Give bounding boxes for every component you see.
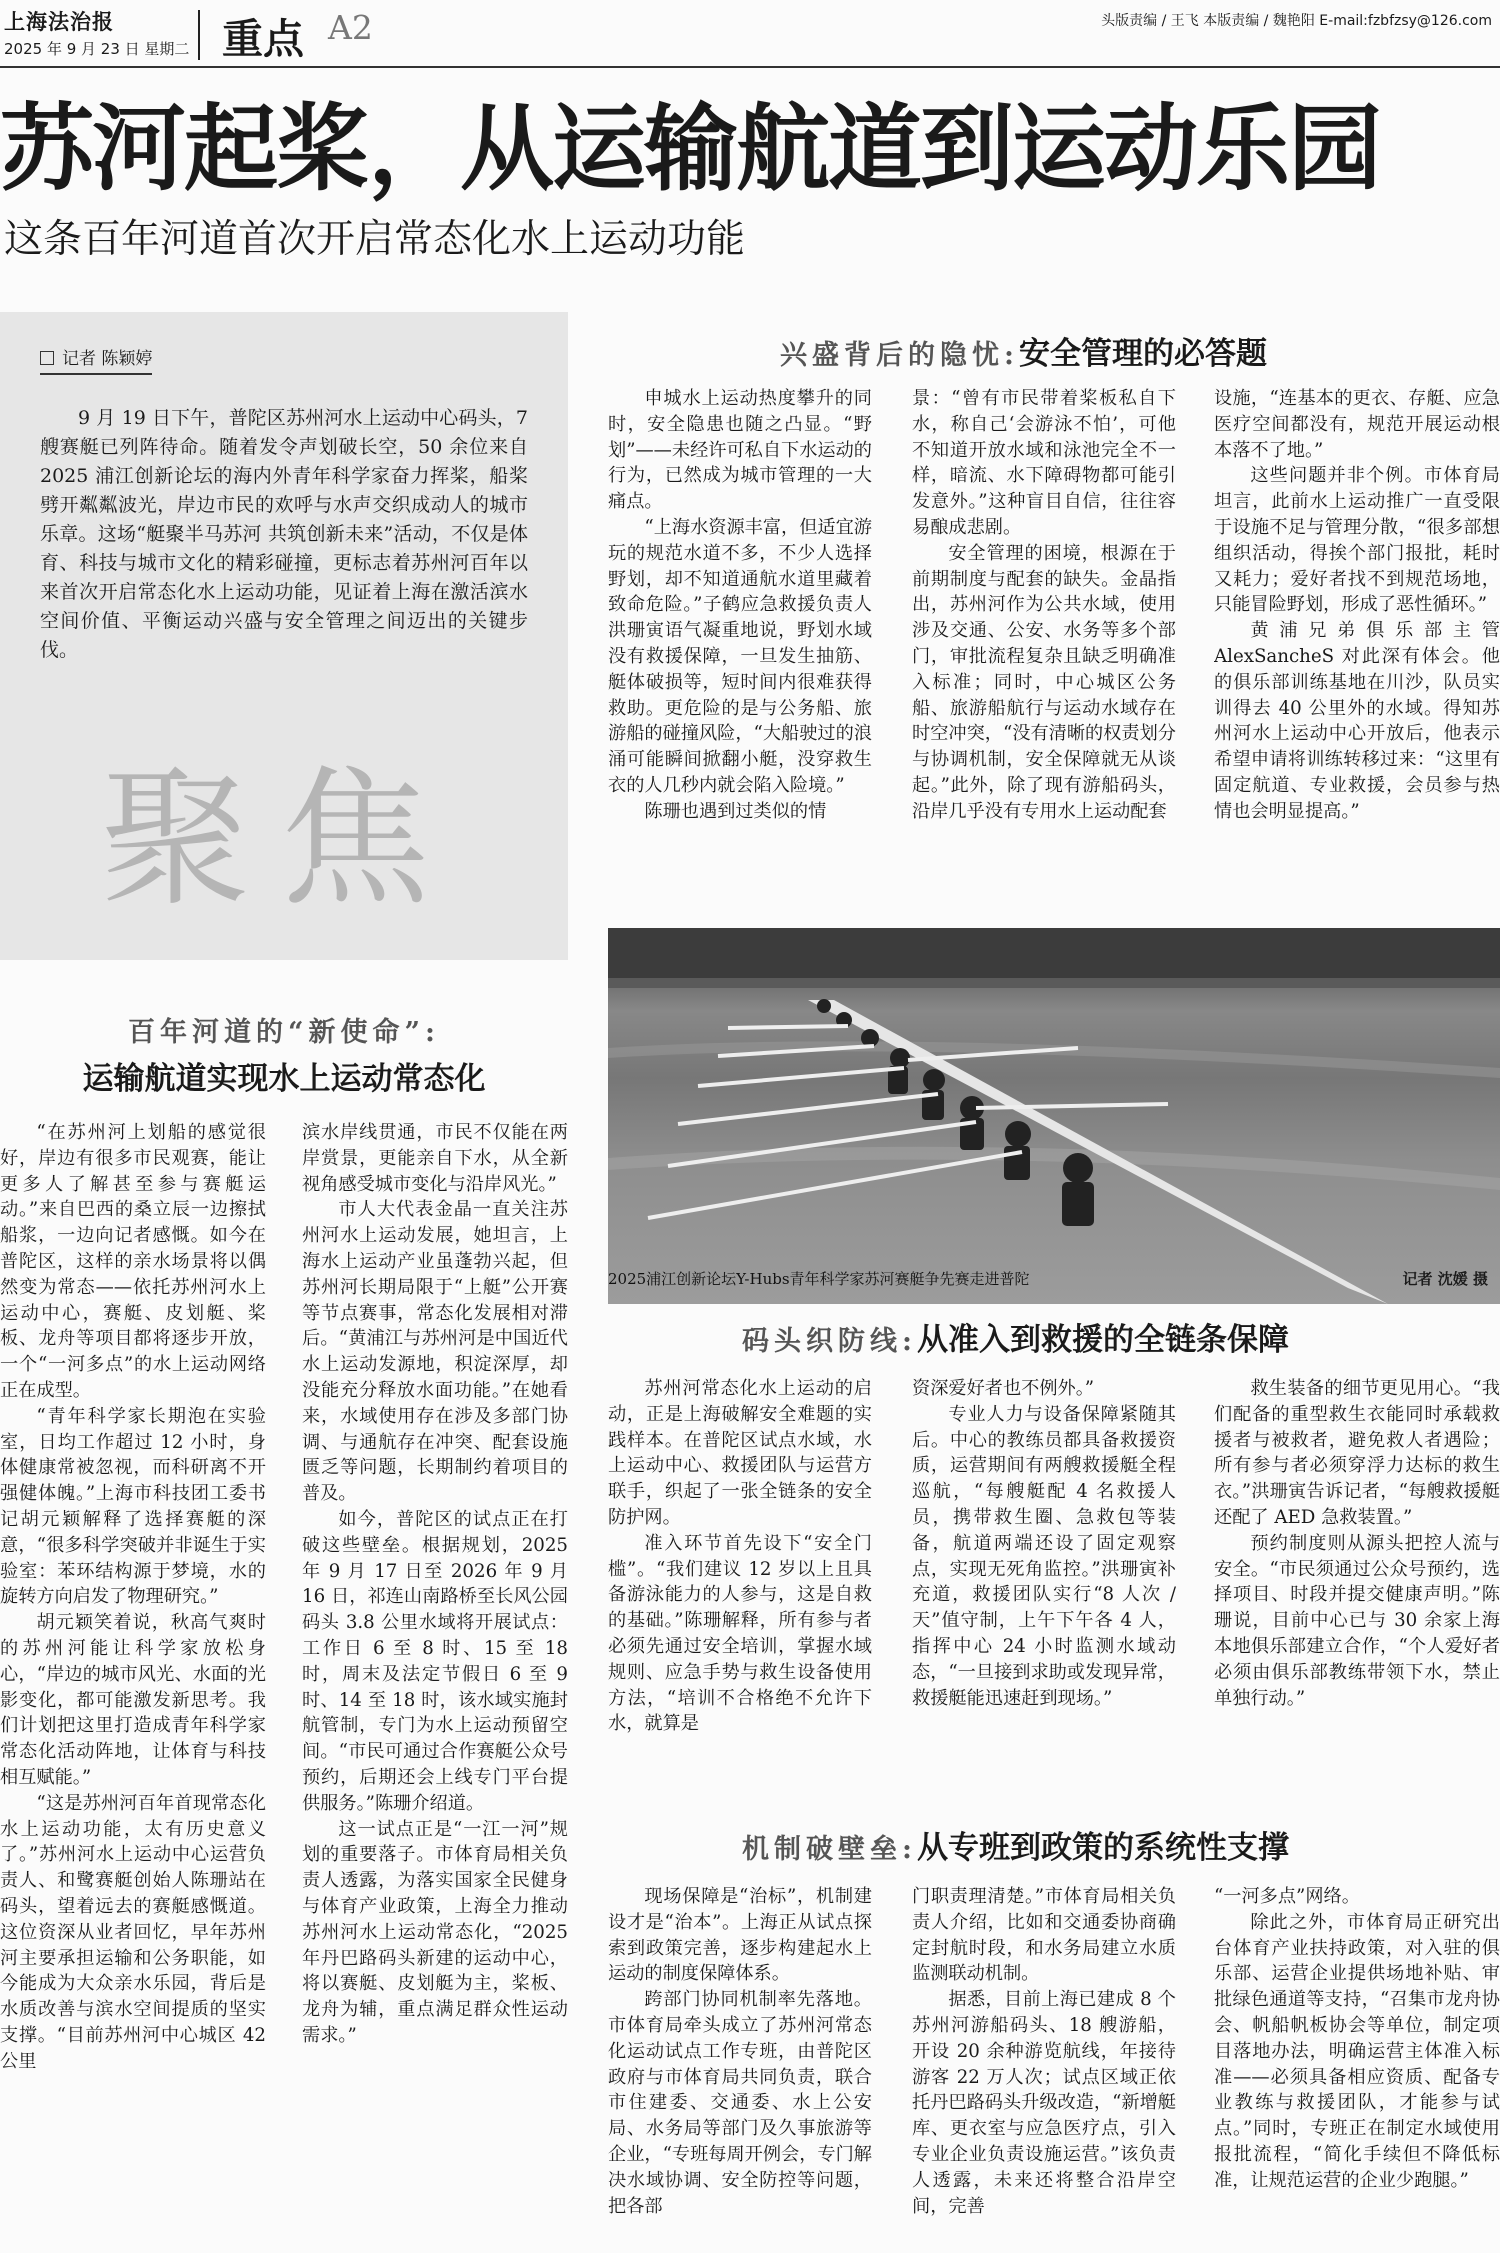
section-4-heading xyxy=(742,1822,1289,1867)
section-2-column-3 xyxy=(1214,386,1500,898)
paragraph: “一河多点”网络。 xyxy=(1214,1886,1360,1907)
paragraph: 门职责理清楚。”市体育局相关负责人介绍，比如和交通委协商确定封航时段，和水务局建立水质监测联动机制。 xyxy=(912,1886,1176,1985)
masthead-rule xyxy=(0,66,1500,68)
paragraph: 这些问题并非个例。市体育局坦言，此前水上运动推广一直受限于设施不足与管理分散，“很多部想组织活动，得挨个部门报批，耗时又耗力；爱好者找不到规范场地，只能冒险野划，形成了恶性循环。” xyxy=(1214,465,1500,616)
section-3-heading xyxy=(742,1314,1289,1359)
rowing-boat-illustration xyxy=(608,928,1500,1304)
paragraph: 申城水上运动热度攀升的同时，安全隐患也随之凸显。“野划”——未经许可私自下水运动的行为，已然成为城市管理的一大痛点。 xyxy=(608,388,872,513)
section-title: 安全管理的必答题 xyxy=(1018,336,1267,372)
focus-stamp: 聚焦 xyxy=(100,753,461,927)
lead-paragraph: 9 月 19 日下午，普陀区苏州河水上运动中心码头，7 艘赛艇已列阵待命。随着发令声划破长空，50 余位来自 2025 浦江创新论坛的海内外青年科学家奋力挥桨，船桨劈开粼粼波光，岸边市民的欢呼与水声交织成动人的城市乐章。这场“艇聚半马苏河 共筑创新未来”活动，不仅是体育、科技与城市文化的精彩碰撞，更标志着苏州河百年以来首次开启常态化水上运动功能，见证着上海在激活滨水空间价值、平衡运动兴盛与安全管理之间迈出的关键步伐。 xyxy=(40,407,528,661)
paragraph: 景：“曾有市民带着桨板私自下水，称自己‘会游泳不怕’，可他不知道开放水域和泳池完全不一样，暗流、水下障碍物都可能引发意外。”这种盲目自信，往往容易酿成悲剧。 xyxy=(912,388,1176,538)
section-1-column-1 xyxy=(0,1120,266,2253)
section-3-column-1 xyxy=(608,1376,872,1784)
paragraph: “青年科学家长期泡在实验室，日均工作超过 12 小时，身体健康常被忽视，而科研离不开强健体魄。”上海市科技团工委书记胡元颖解释了选择赛艇的深意，“很多科学突破并非诞生于实验室：苯环结构源于梦境，水的旋转方向启发了物理研究。” xyxy=(0,1405,266,1608)
paragraph: “上海水资源丰富，但适宜游玩的规范水道不多，不少人选择野划，却不知道通航水道里藏着致命危险。”子鹤应急救援负责人洪珊寅语气凝重地说，野划水域没有救援保障，一旦发生抽筋、艇体破损等，短时间内很难获得救助。更危险的是与公务船、旅游船的碰撞风险，“大船驶过的浪涌可能瞬间掀翻小艇，没穿救生衣的人几秒内就会陷入险境。” xyxy=(608,516,872,796)
paragraph: 除此之外，市体育局正研究出台体育产业扶持政策，对入驻的俱乐部、运营企业提供场地补贴、审批绿色通道等支持，“召集市龙舟协会、帆船帆板协会等单位，制定项目落地办法，明确运营主体准入标准——必须具备相应资质、配备专业教练与救援团队，才能参与试点。”同时，专班正在制定水域使用报批流程，“简化手续但不降低标准，让规范运营的企业少跑腿。” xyxy=(1214,1911,1500,2191)
section-title: 从专班到政策的系统性支撑 xyxy=(916,1830,1289,1866)
section-3-column-2 xyxy=(912,1376,1176,1784)
section-kicker: 百年河道的“新使命”: xyxy=(127,1017,441,1048)
section-4-column-2 xyxy=(912,1884,1176,2253)
paragraph: 预约制度则从源头把控人流与安全。“市民须通过公众号预约，选择项目、时段并提交健康声明。”陈珊说，目前中心已与 30 余家上海本地俱乐部建立合作，“个人爱好者必须由俱乐部教练带领下水，禁止单独行动。” xyxy=(1214,1532,1500,1709)
newspaper-logo: 上海法治报 xyxy=(4,9,114,34)
paragraph: 这一试点正是“一江一河”规划的重要落子。市体育局相关负责人透露，为落实国家全民健身与体育产业政策，上海全力推动苏州河水上运动常态化，“2025 年丹巴路码头新建的运动中心，将以赛艇、皮划艇为主，桨板、龙舟为辅，重点满足群众性运动需求。” xyxy=(302,1818,568,2046)
rowing-photo xyxy=(608,928,1500,1304)
section-2-column-1 xyxy=(608,386,872,898)
photo-caption: 2025浦江创新论坛Y-Hubs青年科学家苏河赛艇争先赛走进普陀 xyxy=(608,1270,1030,1288)
paragraph: 市人大代表金晶一直关注苏州河水上运动发展，她坦言，上海水上运动产业虽蓬勃兴起，但苏州河长期局限于“上艇”公开赛等节点赛事，常态化发展相对滞后。“黄浦江与苏州河是中国近代水上运动发源地，积淀深厚，却没能充分释放水面功能。”在她看来，水域使用存在涉及多部门协调、与通航存在冲突、配套设施匮乏等问题，长期制约着项目的普及。 xyxy=(302,1199,568,1505)
byline-square-icon xyxy=(40,351,54,365)
section-2-column-2 xyxy=(912,386,1176,898)
paragraph: 黄浦兄弟俱乐部主管 AlexSancheS 对此深有体会。他的俱乐部训练基地在川沙，队员实训得去 40 公里外的水域。得知苏州河水上运动中心开放后，他表示希望申请将训练转移过来：“这里有固定航道、专业救援，会员参与热情也会明显提高。” xyxy=(1214,620,1500,822)
issue-date: 2025 年 9 月 23 日 星期二 xyxy=(4,40,190,58)
section-1-heading xyxy=(0,1010,568,1098)
section-title: 从准入到救援的全链条保障 xyxy=(916,1322,1289,1358)
paragraph: 胡元颖笑着说，秋高气爽时的苏州河能让科学家放松身心，“岸边的城市风光、水面的光影变化，都可能激发新思考。我们计划把这里打造成青年科学家常态化活动阵地，让体育与科技相互赋能。” xyxy=(0,1612,266,1788)
photo-credit: 记者 沈媛 摄 xyxy=(1402,1270,1488,1288)
paragraph: 设施，“连基本的更衣、存艇、应急医疗空间都没有，规范开展运动根本落不了地。” xyxy=(1214,388,1500,461)
paragraph: 据悉，目前上海已建成 8 个苏州河游船码头、18 艘游船，开设 20 余种游览航线，年接待游客 22 万人次；试点区域正依托丹巴路码头升级改造，“新增艇库、更衣室与应急医疗点，引入专业企业负责设施运营。”该负责人透露，未来还将整合沿岸空间，完善 xyxy=(912,1989,1176,2217)
section-3-column-3 xyxy=(1214,1376,1500,1784)
paragraph: 救生装备的细节更见用心。“我们配备的重型救生衣能同时承载救援者与被救者，避免救人者遇险；所有参与者必须穿浮力达标的救生衣。”洪珊寅告诉记者，“每艘救援艇还配了 AED 急救装置。” xyxy=(1214,1378,1500,1528)
masthead-divider xyxy=(198,10,200,60)
section-title: 运输航道实现水上运动常态化 xyxy=(82,1061,486,1097)
section-name: 重点 xyxy=(222,15,304,63)
editors-line: 头版责编 / 王飞 本版责编 / 魏艳阳 E-mail:fzbfzsy@126.com xyxy=(1101,13,1492,29)
paragraph: 滨水岸线贯通，市民不仅能在两岸赏景，更能亲自下水，从全新视角感受城市变化与沿岸风光。” xyxy=(302,1122,568,1195)
paragraph: “在苏州河上划船的感觉很好，岸边有很多市民观赛，能让更多人了解甚至参与赛艇运动。”来自巴西的桑立辰一边擦拭船浆，一边向记者感慨。如今在普陀区，这样的亲水场景将以偶然变为常态——依托苏州河水上运动中心，赛艇、皮划艇、桨板、龙舟等项目都将逐步开放，一个“一河多点”的水上运动网络正在成型。 xyxy=(0,1122,266,1401)
paragraph: 现场保障是“治标”，机制建设才是“治本”。上海正从试点探索到政策完善，逐步构建起水上运动的制度保障体系。 xyxy=(608,1886,872,1985)
section-1-column-2 xyxy=(302,1120,568,2253)
section-2-heading xyxy=(780,328,1267,373)
byline xyxy=(40,344,152,375)
paragraph: 准入环节首先设下“安全门槛”。“我们建议 12 岁以上且具备游泳能力的人参与，这是自救的基础。”陈珊解释，所有参与者必须先通过安全培训，掌握水域规则、应急手势与救生设备使用方法，“培训不合格绝不允许下水，就算是 xyxy=(608,1532,872,1735)
section-4-column-1 xyxy=(608,1884,872,2253)
subheadline: 这条百年河道首次开启常态化水上运动功能 xyxy=(4,217,746,262)
paragraph: 如今，普陀区的试点正在打破这些壁垒。根据规划，2025 年 9 月 17 日至 2026 年 9 月 16 日，祁连山南路桥至长风公园码头 3.8 公里水域将开展试点：工作日 6 至 8 时、15 至 18 时，周末及法定节假日 6 至 9 时、14 至 18 时，该水域实施封航管制，专门为水上运动预留空间。“市民可通过合作赛艇公众号预约，后期还会上线专门平台提供服务。”陈珊介绍道。 xyxy=(302,1508,568,1814)
paragraph: 资深爱好者也不例外。” xyxy=(912,1378,1095,1399)
paragraph: 苏州河常态化水上运动的启动，正是上海破解安全难题的实践样本。在普陀区试点水域，水上运动中心、救援团队与运营方联手，织起了一张全链条的安全防护网。 xyxy=(608,1378,872,1528)
byline-text: 记者 陈颖婷 xyxy=(62,349,153,369)
section-kicker: 码头织防线: xyxy=(742,1326,917,1357)
page-number: A2 xyxy=(328,8,373,47)
headline: 苏河起桨，从运输航道到运动乐园 xyxy=(0,94,1381,204)
paragraph: 陈珊也遇到过类似的情 xyxy=(644,800,827,822)
section-kicker: 机制破壁垒: xyxy=(742,1834,917,1865)
paragraph: 专业人力与设备保障紧随其后。中心的教练员都具备救援资质，运营期间有两艘救援艇全程巡航，“每艘艇配 4 名救援人员，携带救生圈、急救包等装备，航道两端还设了固定观察点，实现无死角监控。”洪珊寅补充道，救援团队实行“8 人次 / 天”值守制，上午下午各 4 人，指挥中心 24 小时监测水域动态，“一旦接到求助或发现异常，救援艇能迅速赶到现场。” xyxy=(912,1403,1176,1709)
section-kicker: 兴盛背后的隐忧: xyxy=(780,340,1019,371)
paragraph: 安全管理的困境，根源在于前期制度与配套的缺失。金晶指出，苏州河作为公共水域，使用涉及交通、公安、水务等多个部门，审批流程复杂且缺乏明确准入标准；同时，中心城区公务船、旅游船航行与运动水域存在时空冲突，“没有清晰的权责划分与协调机制，安全保障就无从谈起。”此外，除了现有游船码头，沿岸几乎没有专用水上运动配套 xyxy=(912,542,1176,822)
paragraph: “这是苏州河百年首现常态化水上运动功能，太有历史意义了。”苏州河水上运动中心运营负责人、和鹭赛艇创始人陈珊站在码头，望着远去的赛艇感慨道。这位资深从业者回忆，早年苏州河主要承担运输和公务职能，如今能成为大众亲水乐园，背后是水质改善与滨水空间提质的坚实支撑。“目前苏州河中心城区 42 公里 xyxy=(0,1792,266,2072)
section-4-column-3 xyxy=(1214,1884,1500,2253)
paragraph: 跨部门协同机制率先落地。市体育局牵头成立了苏州河常态化运动试点工作专班，由普陀区政府与市体育局共同负责，联合市住建委、交通委、水上公安局、水务局等部门及久事旅游等企业，“专班每周开例会，专门解决水域协调、安全防控等问题，把各部 xyxy=(608,1989,872,2217)
